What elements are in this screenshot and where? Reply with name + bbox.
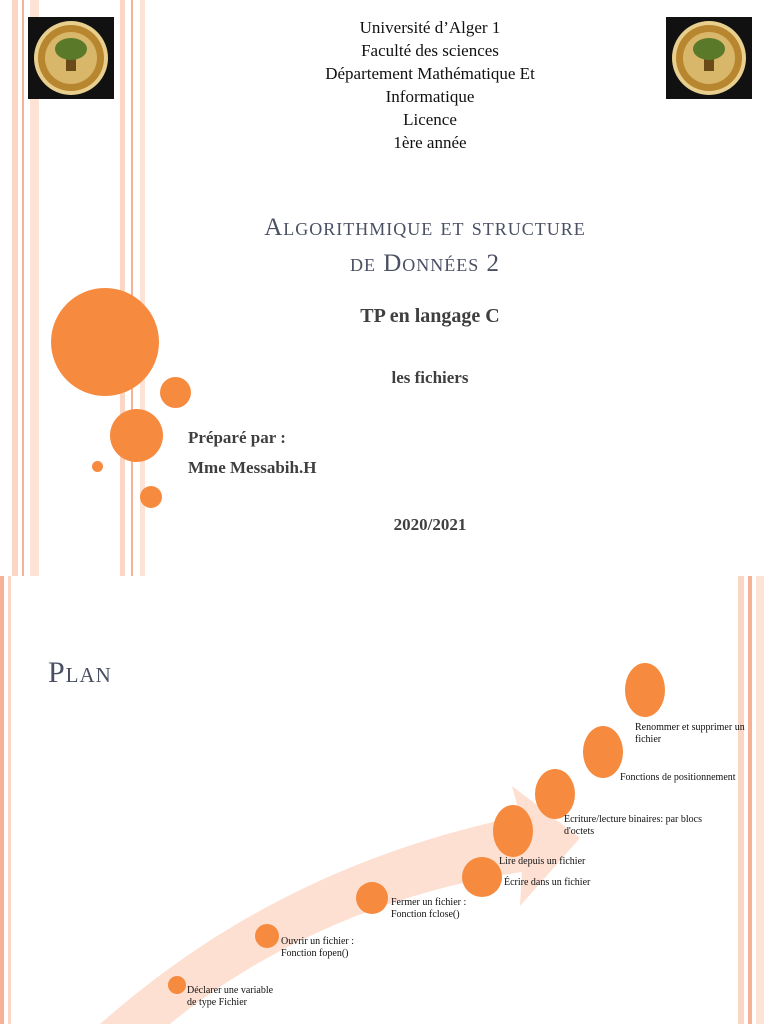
step-circle: [493, 805, 533, 857]
step-label-binary: Ecriture/lecture binaires: par blocs d'octets: [564, 814, 702, 837]
decorative-stripe: [131, 0, 133, 576]
university-logo-left: [28, 17, 114, 99]
header-line: Licence: [403, 110, 457, 129]
header-line: Faculté des sciences: [361, 41, 499, 60]
header-line: 1ère année: [393, 133, 467, 152]
header-line: Université d’Alger 1: [359, 18, 501, 37]
academic-year: 2020/2021: [393, 515, 467, 534]
plan-slide: [0, 576, 768, 1024]
course-subtitle: TP en langage C: [360, 305, 500, 327]
decorative-circle: [51, 288, 159, 396]
course-title: [160, 210, 690, 282]
course-title-line2: de Données 2: [349, 250, 501, 277]
institution-header: [180, 16, 680, 154]
header-line: Département Mathématique Et: [325, 64, 535, 83]
decorative-stripe: [120, 0, 125, 576]
timeline-arrow: [0, 576, 768, 1024]
step-label-rename: Renommer et supprimer un fichier: [635, 722, 745, 745]
step-circle: [255, 924, 279, 948]
decorative-circle: [110, 409, 163, 462]
step-label-positioning: Fonctions de positionnement: [620, 772, 736, 783]
step-circle: [356, 882, 388, 914]
step-circle: [535, 769, 575, 819]
decorative-circle: [140, 486, 162, 508]
step-label-read: Lire depuis un fichier: [499, 856, 586, 867]
step-label-close: Fermer un fichier : Fonction fclose(): [391, 897, 467, 920]
step-circle: [462, 857, 502, 897]
step-circle: [625, 663, 665, 717]
author-name: Mme Messabih.H: [188, 458, 317, 477]
step-label-open: Ouvrir un fichier : Fonction fopen(): [281, 936, 355, 959]
prepared-by-label: Préparé par :: [188, 428, 286, 447]
decorative-circle: [160, 377, 191, 408]
decorative-stripe: [12, 0, 18, 576]
decorative-stripe: [22, 0, 24, 576]
header-line: Informatique: [385, 87, 475, 106]
step-label-declare: Déclarer une variable de type Fichier: [187, 985, 274, 1008]
decorative-circle: [92, 461, 103, 472]
topic-label: les fichiers: [391, 368, 469, 387]
course-title-line1: Algorithmique et structure: [264, 214, 586, 241]
step-circle: [168, 976, 186, 994]
step-circle: [583, 726, 623, 778]
step-label-write: Écrire dans un fichier: [504, 877, 591, 888]
plan-title: Plan: [48, 656, 112, 689]
